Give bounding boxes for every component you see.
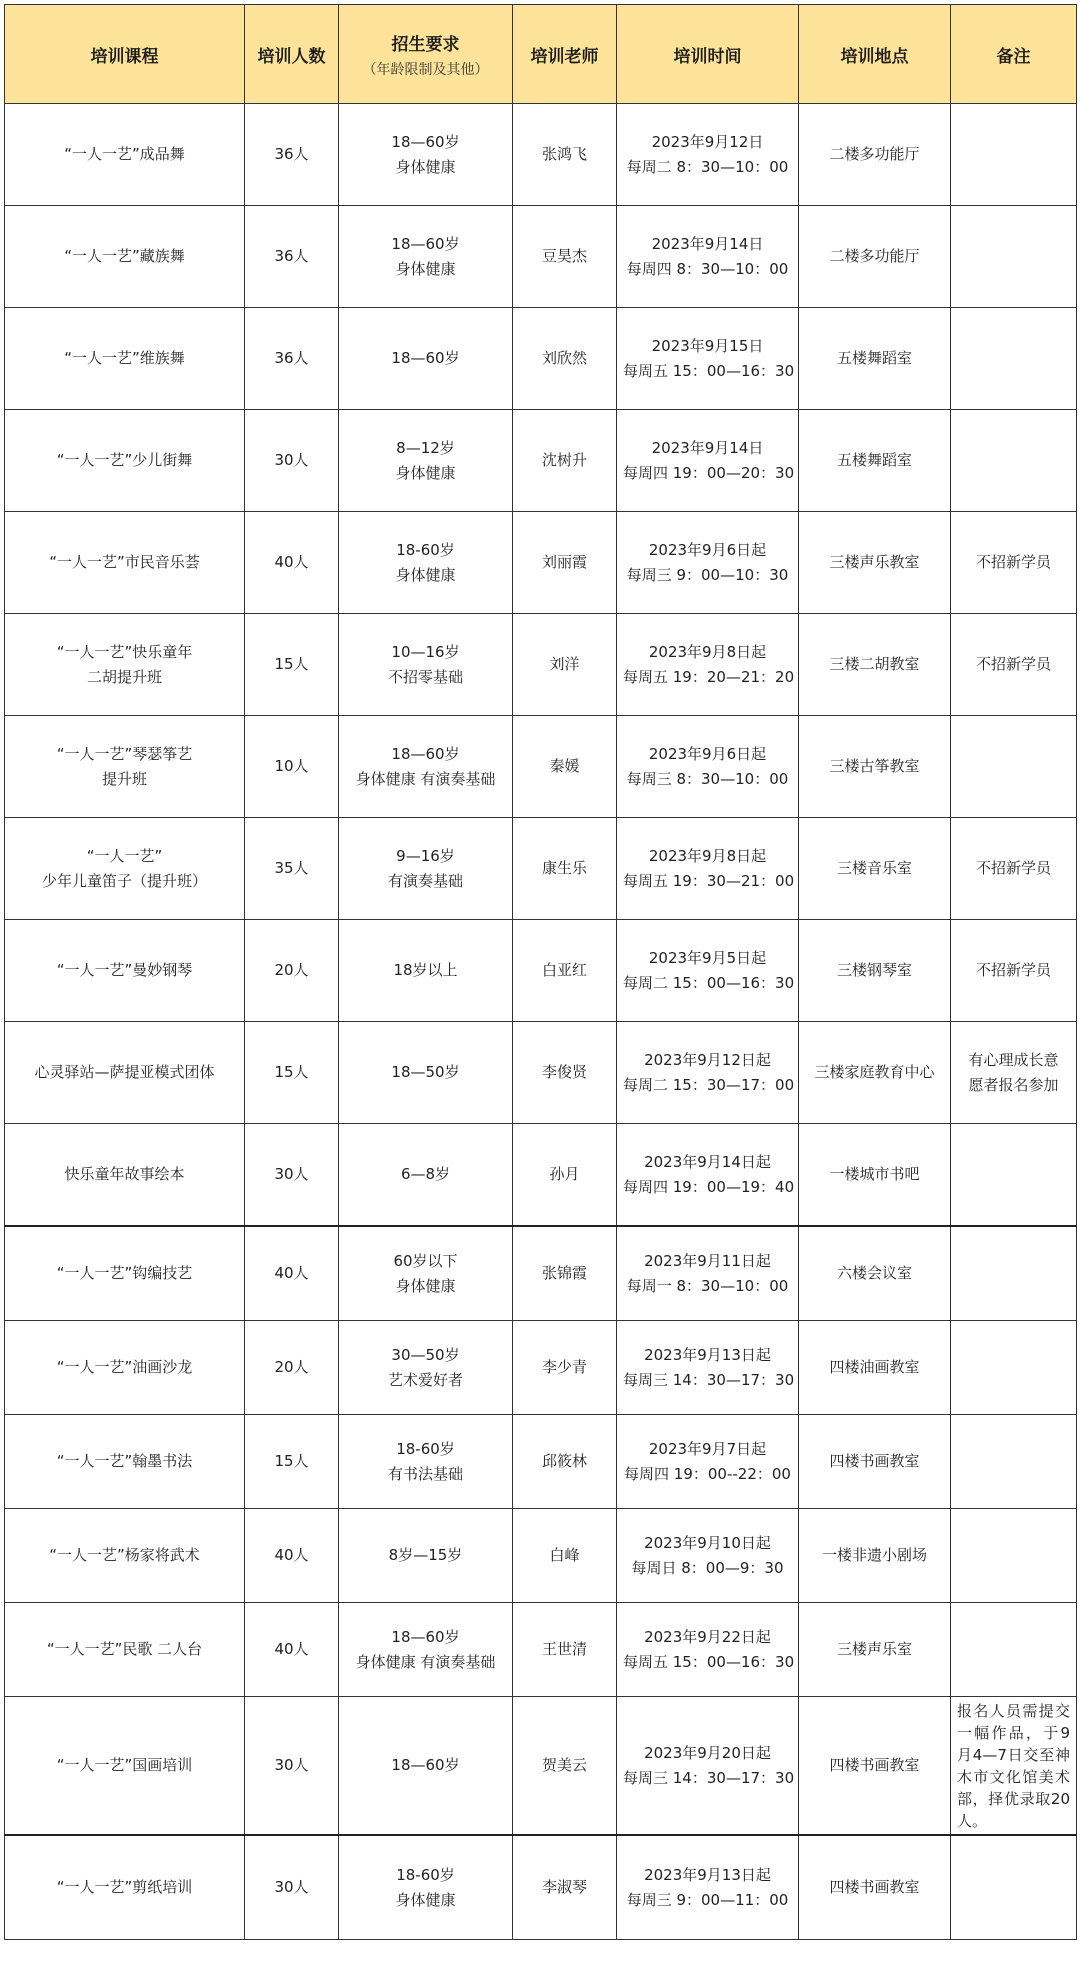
course-cell xyxy=(5,1509,245,1603)
teacher-cell: 白峰 xyxy=(513,1509,617,1603)
time-cell xyxy=(617,104,799,206)
time-cell xyxy=(617,206,799,308)
time-cell-line: 每周三 8：30—10：00 xyxy=(626,769,789,788)
time-cell-line: 2023年9月14日起 xyxy=(644,1152,771,1171)
requirement-cell-line: 18—60岁 xyxy=(391,234,460,253)
count-cell: 20人 xyxy=(245,920,339,1022)
note-cell-line: 愿者报名参加 xyxy=(968,1075,1059,1094)
header-row xyxy=(5,5,1077,104)
requirement-cell xyxy=(339,1835,513,1940)
count-cell: 35人 xyxy=(245,818,339,920)
note-cell xyxy=(951,1321,1077,1415)
time-cell-line: 2023年9月13日起 xyxy=(644,1865,771,1884)
time-cell xyxy=(617,1321,799,1415)
requirement-cell-line: 18—60岁 xyxy=(391,744,460,763)
course-cell-line: 少年儿童笛子（提升班） xyxy=(41,871,207,890)
time-cell xyxy=(617,614,799,716)
time-cell xyxy=(617,1226,799,1321)
course-cell-line: “一人一艺”国画培训 xyxy=(56,1756,193,1774)
table-row xyxy=(5,1321,1077,1415)
note-cell-line: 不招新学员 xyxy=(975,655,1051,673)
time-cell xyxy=(617,1509,799,1603)
note-cell xyxy=(951,512,1077,614)
time-cell-line: 2023年9月8日起 xyxy=(648,846,767,865)
count-cell: 36人 xyxy=(245,308,339,410)
note-cell-line: 有心理成长意 xyxy=(968,1050,1059,1069)
location-cell: 一楼城市书吧 xyxy=(799,1124,951,1227)
location-cell: 三楼家庭教育中心 xyxy=(799,1022,951,1124)
count-cell: 40人 xyxy=(245,1603,339,1697)
time-cell-line: 每周五 15：00—16：30 xyxy=(623,1652,795,1671)
requirement-cell xyxy=(339,1226,513,1321)
table-row xyxy=(5,308,1077,410)
course-cell-line: “一人一艺”市民音乐荟 xyxy=(49,553,200,571)
time-cell-line: 2023年9月22日起 xyxy=(644,1627,771,1646)
table-row xyxy=(5,920,1077,1022)
teacher-cell: 秦媛 xyxy=(513,716,617,818)
time-cell-line: 每周二 15：30—17：00 xyxy=(623,1075,795,1094)
requirement-cell-line: 身体健康 xyxy=(395,463,456,482)
note-cell xyxy=(951,1415,1077,1509)
header-requirement-title: 招生要求 xyxy=(391,34,460,55)
table-row xyxy=(5,104,1077,206)
requirement-cell xyxy=(339,1603,513,1697)
course-cell-line: “一人一艺”钩编技艺 xyxy=(56,1264,193,1282)
course-cell xyxy=(5,1124,245,1227)
time-cell-line: 2023年9月12日 xyxy=(651,132,764,151)
time-cell-line: 每周四 19：00—20：30 xyxy=(623,463,795,482)
course-cell-line: “一人一艺”快乐童年 xyxy=(56,642,193,661)
requirement-cell-line: 18-60岁 xyxy=(396,1865,455,1884)
requirement-cell xyxy=(339,818,513,920)
requirement-cell xyxy=(339,1509,513,1603)
table-row xyxy=(5,1124,1077,1227)
course-cell xyxy=(5,1226,245,1321)
course-cell xyxy=(5,818,245,920)
time-cell-line: 2023年9月7日起 xyxy=(648,1439,767,1458)
table-body xyxy=(5,104,1077,1940)
teacher-cell: 孙月 xyxy=(513,1124,617,1227)
course-cell xyxy=(5,1321,245,1415)
note-cell xyxy=(951,1509,1077,1603)
teacher-cell: 刘丽霞 xyxy=(513,512,617,614)
location-cell: 三楼钢琴室 xyxy=(799,920,951,1022)
time-cell-line: 2023年9月6日起 xyxy=(648,744,767,763)
course-cell-line: “一人一艺”维族舞 xyxy=(64,349,185,367)
time-cell xyxy=(617,716,799,818)
course-cell-line: “一人一艺”琴瑟筝艺 xyxy=(56,744,193,763)
location-cell: 四楼书画教室 xyxy=(799,1835,951,1940)
time-cell xyxy=(617,1835,799,1940)
note-cell xyxy=(951,1022,1077,1124)
count-cell: 40人 xyxy=(245,1226,339,1321)
course-cell-line: “一人一艺”翰墨书法 xyxy=(56,1452,193,1470)
requirement-cell-line: 8岁—15岁 xyxy=(388,1546,463,1564)
header-location: 培训地点 xyxy=(799,5,951,104)
course-cell xyxy=(5,716,245,818)
header-requirement xyxy=(339,5,513,104)
course-cell xyxy=(5,512,245,614)
time-cell xyxy=(617,308,799,410)
course-cell-line: “一人一艺”藏族舞 xyxy=(64,247,185,265)
requirement-cell xyxy=(339,1124,513,1227)
count-cell: 15人 xyxy=(245,1022,339,1124)
location-cell: 四楼油画教室 xyxy=(799,1321,951,1415)
requirement-cell xyxy=(339,920,513,1022)
location-cell: 三楼音乐室 xyxy=(799,818,951,920)
course-cell-line: “一人一艺”剪纸培训 xyxy=(56,1878,193,1896)
requirement-cell-line: 有书法基础 xyxy=(387,1464,463,1483)
time-cell-line: 每周五 15：00—16：30 xyxy=(623,361,795,380)
requirement-cell-line: 10—16岁 xyxy=(391,642,460,661)
count-cell: 40人 xyxy=(245,1509,339,1603)
time-cell-line: 每周三 14：30—17：30 xyxy=(623,1768,795,1787)
note-cell xyxy=(951,716,1077,818)
header-course: 培训课程 xyxy=(5,5,245,104)
header-requirement-subtitle: （年龄限制及其他） xyxy=(362,61,489,78)
course-cell-line: “一人一艺” xyxy=(86,846,163,865)
time-cell-line: 每周三 9：00—11：00 xyxy=(626,1890,789,1909)
requirement-cell xyxy=(339,308,513,410)
time-cell xyxy=(617,920,799,1022)
table-row xyxy=(5,1509,1077,1603)
note-cell-line: 报名人员需提交一幅作品，于9月4—7日交至神木市文化馆美术部，择优录取20人。 xyxy=(957,1701,1070,1830)
location-cell: 六楼会议室 xyxy=(799,1226,951,1321)
teacher-cell: 李俊贤 xyxy=(513,1022,617,1124)
requirement-cell xyxy=(339,512,513,614)
count-cell: 30人 xyxy=(245,410,339,512)
time-cell-line: 每周四 19：00—19：40 xyxy=(623,1177,795,1196)
location-cell: 五楼舞蹈室 xyxy=(799,308,951,410)
table-row xyxy=(5,1022,1077,1124)
location-cell: 三楼声乐教室 xyxy=(799,512,951,614)
time-cell-line: 每周五 19：20—21：20 xyxy=(623,667,795,686)
location-cell: 五楼舞蹈室 xyxy=(799,410,951,512)
time-cell-line: 2023年9月5日起 xyxy=(648,948,767,967)
teacher-cell: 张鸿飞 xyxy=(513,104,617,206)
table-row xyxy=(5,1697,1077,1836)
course-cell xyxy=(5,410,245,512)
count-cell: 15人 xyxy=(245,614,339,716)
time-cell-line: 每周三 14：30—17：30 xyxy=(623,1370,795,1389)
teacher-cell: 贺美云 xyxy=(513,1697,617,1836)
location-cell: 二楼多功能厅 xyxy=(799,206,951,308)
time-cell-line: 2023年9月20日起 xyxy=(644,1743,771,1762)
time-cell-line: 2023年9月8日起 xyxy=(648,642,767,661)
course-cell xyxy=(5,1603,245,1697)
table-row xyxy=(5,614,1077,716)
requirement-cell-line: 艺术爱好者 xyxy=(387,1370,463,1389)
course-cell xyxy=(5,1835,245,1940)
header-time: 培训时间 xyxy=(617,5,799,104)
table-row xyxy=(5,206,1077,308)
note-cell-line: 不招新学员 xyxy=(975,553,1051,571)
requirement-cell-line: 有演奏基础 xyxy=(387,871,463,890)
time-cell xyxy=(617,1124,799,1227)
time-cell-line: 每周四 19：00--22：00 xyxy=(624,1464,791,1483)
time-cell-line: 2023年9月14日 xyxy=(651,438,764,457)
course-cell xyxy=(5,206,245,308)
location-cell: 三楼古筝教室 xyxy=(799,716,951,818)
time-cell-line: 2023年9月12日起 xyxy=(644,1050,771,1069)
schedule-sheet xyxy=(4,4,1076,1940)
course-cell-line: “一人一艺”民歌 二人台 xyxy=(46,1640,203,1658)
course-cell-line: 心灵驿站—萨提亚模式团体 xyxy=(34,1063,215,1081)
time-cell-line: 每周一 8：30—10：00 xyxy=(626,1276,789,1295)
time-cell-line: 每周日 8：00—9：30 xyxy=(631,1558,784,1577)
note-cell xyxy=(951,206,1077,308)
table-row xyxy=(5,1415,1077,1509)
location-cell: 一楼非遗小剧场 xyxy=(799,1509,951,1603)
teacher-cell: 康生乐 xyxy=(513,818,617,920)
note-cell xyxy=(951,410,1077,512)
requirement-cell-line: 30—50岁 xyxy=(391,1345,460,1364)
requirement-cell-line: 18-60岁 xyxy=(396,1439,455,1458)
requirement-cell-line: 18—60岁 xyxy=(391,349,460,367)
time-cell-line: 2023年9月14日 xyxy=(651,234,764,253)
requirement-cell-line: 18-60岁 xyxy=(396,540,455,559)
requirement-cell-line: 18—50岁 xyxy=(391,1063,460,1081)
teacher-cell: 刘洋 xyxy=(513,614,617,716)
note-cell-line: 不招新学员 xyxy=(975,859,1051,877)
requirement-cell xyxy=(339,1415,513,1509)
time-cell-line: 2023年9月15日 xyxy=(651,336,764,355)
course-cell-line: “一人一艺”油画沙龙 xyxy=(56,1358,193,1376)
course-cell xyxy=(5,1022,245,1124)
time-cell xyxy=(617,1415,799,1509)
requirement-cell-line: 身体健康 有演奏基础 xyxy=(355,1652,496,1671)
requirement-cell-line: 18岁以上 xyxy=(393,961,458,979)
note-cell xyxy=(951,1124,1077,1227)
time-cell-line: 每周二 15：00—16：30 xyxy=(623,973,795,992)
course-cell-line: “一人一艺”杨家将武术 xyxy=(49,1546,200,1564)
course-cell-line: 提升班 xyxy=(101,769,147,788)
course-cell-line: 快乐童年故事绘本 xyxy=(64,1165,185,1183)
teacher-cell: 李少青 xyxy=(513,1321,617,1415)
course-cell xyxy=(5,614,245,716)
time-cell xyxy=(617,1603,799,1697)
table-row xyxy=(5,512,1077,614)
course-cell xyxy=(5,1415,245,1509)
course-cell-line: “一人一艺”成品舞 xyxy=(64,145,185,163)
note-cell xyxy=(951,614,1077,716)
header-teacher: 培训老师 xyxy=(513,5,617,104)
header-count: 培训人数 xyxy=(245,5,339,104)
time-cell xyxy=(617,512,799,614)
count-cell: 30人 xyxy=(245,1697,339,1836)
teacher-cell: 邱筱林 xyxy=(513,1415,617,1509)
course-cell xyxy=(5,104,245,206)
note-cell xyxy=(951,1603,1077,1697)
requirement-cell-line: 60岁以下 xyxy=(393,1251,458,1270)
time-cell-line: 每周四 8：30—10：00 xyxy=(626,259,789,278)
note-cell xyxy=(951,1226,1077,1321)
requirement-cell xyxy=(339,1022,513,1124)
table-row xyxy=(5,818,1077,920)
note-cell xyxy=(951,1835,1077,1940)
course-cell xyxy=(5,1697,245,1836)
teacher-cell: 刘欣然 xyxy=(513,308,617,410)
requirement-cell-line: 身体健康 xyxy=(395,1890,456,1909)
requirement-cell-line: 不招零基础 xyxy=(387,667,463,686)
note-cell xyxy=(951,104,1077,206)
location-cell: 四楼书画教室 xyxy=(799,1697,951,1836)
requirement-cell-line: 身体健康 xyxy=(395,157,456,176)
requirement-cell xyxy=(339,716,513,818)
requirement-cell-line: 18—60岁 xyxy=(391,1756,460,1774)
requirement-cell xyxy=(339,206,513,308)
table-header xyxy=(5,5,1077,104)
note-cell-line: 不招新学员 xyxy=(975,961,1051,979)
count-cell: 10人 xyxy=(245,716,339,818)
requirement-cell-line: 身体健康 有演奏基础 xyxy=(355,769,496,788)
count-cell: 40人 xyxy=(245,512,339,614)
time-cell-line: 2023年9月13日起 xyxy=(644,1345,771,1364)
time-cell-line: 2023年9月10日起 xyxy=(644,1533,771,1552)
note-cell xyxy=(951,920,1077,1022)
time-cell-line: 每周三 9：00—10：30 xyxy=(626,565,789,584)
table-row xyxy=(5,410,1077,512)
note-cell xyxy=(951,818,1077,920)
time-cell xyxy=(617,410,799,512)
location-cell: 二楼多功能厅 xyxy=(799,104,951,206)
course-cell-line: “一人一艺”少儿街舞 xyxy=(56,451,193,469)
requirement-cell xyxy=(339,104,513,206)
teacher-cell: 豆昊杰 xyxy=(513,206,617,308)
teacher-cell: 白亚红 xyxy=(513,920,617,1022)
teacher-cell: 张锦霞 xyxy=(513,1226,617,1321)
course-cell-line: 二胡提升班 xyxy=(86,667,162,686)
requirement-cell xyxy=(339,614,513,716)
count-cell: 15人 xyxy=(245,1415,339,1509)
requirement-cell-line: 身体健康 xyxy=(395,565,456,584)
count-cell: 36人 xyxy=(245,104,339,206)
requirement-cell xyxy=(339,410,513,512)
requirement-cell-line: 9—16岁 xyxy=(396,846,455,865)
requirement-cell-line: 8—12岁 xyxy=(396,438,455,457)
count-cell: 30人 xyxy=(245,1124,339,1227)
requirement-cell xyxy=(339,1697,513,1836)
requirement-cell-line: 18—60岁 xyxy=(391,132,460,151)
requirement-cell-line: 身体健康 xyxy=(395,259,456,278)
table-row xyxy=(5,716,1077,818)
location-cell: 四楼书画教室 xyxy=(799,1415,951,1509)
location-cell: 三楼声乐室 xyxy=(799,1603,951,1697)
table-row xyxy=(5,1226,1077,1321)
requirement-cell-line: 18—60岁 xyxy=(391,1627,460,1646)
course-cell xyxy=(5,308,245,410)
table-row xyxy=(5,1835,1077,1940)
note-cell xyxy=(951,308,1077,410)
time-cell-line: 2023年9月6日起 xyxy=(648,540,767,559)
header-note: 备注 xyxy=(951,5,1077,104)
course-cell xyxy=(5,920,245,1022)
teacher-cell: 王世清 xyxy=(513,1603,617,1697)
teacher-cell: 沈树升 xyxy=(513,410,617,512)
table-row xyxy=(5,1603,1077,1697)
requirement-cell-line: 6—8岁 xyxy=(400,1165,451,1183)
count-cell: 30人 xyxy=(245,1835,339,1940)
location-cell: 三楼二胡教室 xyxy=(799,614,951,716)
time-cell xyxy=(617,1022,799,1124)
time-cell-line: 每周二 8：30—10：00 xyxy=(626,157,789,176)
requirement-cell xyxy=(339,1321,513,1415)
teacher-cell: 李淑琴 xyxy=(513,1835,617,1940)
time-cell xyxy=(617,818,799,920)
count-cell: 20人 xyxy=(245,1321,339,1415)
time-cell-line: 2023年9月11日起 xyxy=(644,1251,771,1270)
time-cell xyxy=(617,1697,799,1836)
course-cell-line: “一人一艺”曼妙钢琴 xyxy=(56,961,193,979)
requirement-cell-line: 身体健康 xyxy=(395,1276,456,1295)
time-cell-line: 每周五 19：30—21：00 xyxy=(623,871,795,890)
count-cell: 36人 xyxy=(245,206,339,308)
training-schedule-table xyxy=(4,4,1077,1940)
note-cell xyxy=(951,1697,1077,1836)
